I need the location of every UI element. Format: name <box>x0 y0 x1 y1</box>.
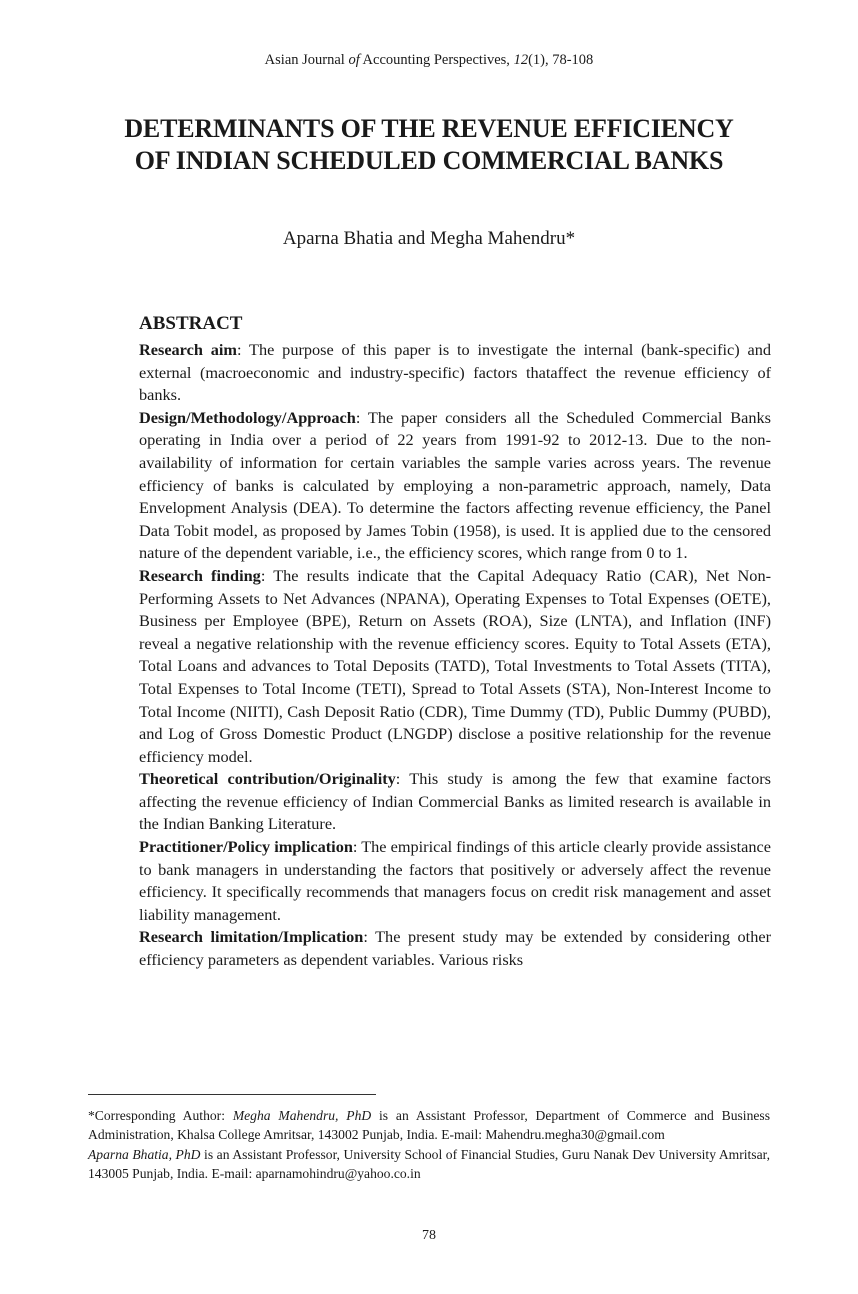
journal-name-of: of <box>348 52 360 68</box>
section-text: : The purpose of this paper is to investigate the internal (bank-specific) and external (macroeconomic and industry-specific) factors thataffect the revenue efficiency of banks. <box>139 340 772 405</box>
author-name: Megha Mahendru, PhD <box>232 1108 372 1123</box>
section-label: Theoretical contribution/Originality <box>139 769 396 789</box>
journal-name-pre: Asian Journal <box>264 52 349 68</box>
abstract-section-research-aim <box>139 339 771 407</box>
journal-issue-pages: (1), 78-108 <box>528 52 594 68</box>
abstract-heading: ABSTRACT <box>139 313 243 334</box>
section-label: Research aim <box>139 340 237 359</box>
footnote-corresponding-author <box>88 1106 770 1145</box>
author-name: Aparna Bhatia, PhD <box>88 1146 201 1162</box>
section-text: : The results indicate that the Capital Adequacy Ratio (CAR), Net Non-Performing Assets to Net Advances (NPANA), Operating Expenses to Total Expenses (OETE), Business per Employee (BPE), Return on Assets (ROA), Size (LNTA), and Inflation (INF) reveal a negative relationship with the revenue efficiency scores. Equity to Total Assets (ETA), Total Loans and advances to Total Deposits (TATD), Total Investments to Total Assets (TITA), Total Expenses to Total Income (TETI), Spread to Total Assets (STA), Non-Interest Income to Total Income (NIITI), Cash Deposit Ratio (CDR), Time Dummy (TD), Public Dummy (PUBD), and Log of Gross Domestic Product (LNGDP) disclose a positive relationship for the revenue efficiency model. <box>139 565 772 766</box>
footnotes <box>88 1106 770 1184</box>
abstract-section-policy-implication <box>139 836 771 926</box>
section-label: Practitioner/Policy implication <box>139 837 353 857</box>
paper-title-line-2: OF INDIAN SCHEDULED COMMERCIAL BANKS <box>134 146 724 175</box>
authors: Aparna Bhatia and Megha Mahendru* <box>282 228 576 249</box>
running-head <box>0 52 858 69</box>
section-text: : The paper considers all the Scheduled Commercial Banks operating in India over a period of 22 years from 1991-92 to 2012-13. Due to the non-availability of information for certain variables the sample varies across years. The revenue efficiency of banks is calculated by employing a non-parametric approach, namely, Data Envelopment Analysis (DEA). To determine the factors affecting revenue efficiency, the Panel Data Tobit model, as proposed by James Tobin (1958), is used. It is applied due to the censored nature of the dependent variable, i.e., the efficiency scores, which range from 0 to 1. <box>139 407 771 563</box>
footnote-text: is an Assistant Professor, University School of Financial Studies, Guru Nanak Dev University Amritsar, 143005 Punjab, India. E-mail: aparnamohindru@yahoo.co.in <box>88 1146 770 1182</box>
section-text: : The empirical findings of this article clearly provide assistance to bank managers in understanding the factors that positively or adversely affect the revenue efficiency. It specifically recommends that managers focus on credit risk management and asset liability management. <box>139 837 771 924</box>
footnote-text: is an Assistant Professor, Department of Commerce and Business Administration, Khalsa College Amritsar, 143002 Punjab, India. E-mail: Mahendru.megha30@gmail.com <box>88 1108 770 1143</box>
footnote-divider <box>88 1094 376 1095</box>
abstract-section-originality <box>139 768 771 836</box>
footnote-prefix: *Corresponding Author: <box>88 1108 233 1123</box>
abstract-section-research-finding <box>139 565 771 768</box>
journal-name-post: Accounting Perspectives, <box>359 52 514 68</box>
section-label: Research limitation/Implication <box>139 927 364 947</box>
section-label: Design/Methodology/Approach <box>139 407 356 427</box>
journal-volume: 12 <box>513 52 529 68</box>
paper-title <box>60 113 798 177</box>
paper-title-line-1: DETERMINANTS OF THE REVENUE EFFICIENCY <box>124 114 734 143</box>
abstract-section-methodology <box>139 407 771 565</box>
abstract-section-limitation <box>139 926 771 971</box>
section-text: : This study is among the few that examine factors affecting the revenue efficiency of Indian Commercial Banks as limited research is available in the Indian Banking Literature. <box>139 769 771 834</box>
footnote-second-author <box>88 1145 770 1184</box>
page-number: 78 <box>422 1228 436 1243</box>
section-label: Research finding <box>139 565 261 585</box>
section-text: : The present study may be extended by considering other efficiency parameters as dependent variables. Various risks <box>139 927 771 970</box>
abstract <box>139 312 771 972</box>
